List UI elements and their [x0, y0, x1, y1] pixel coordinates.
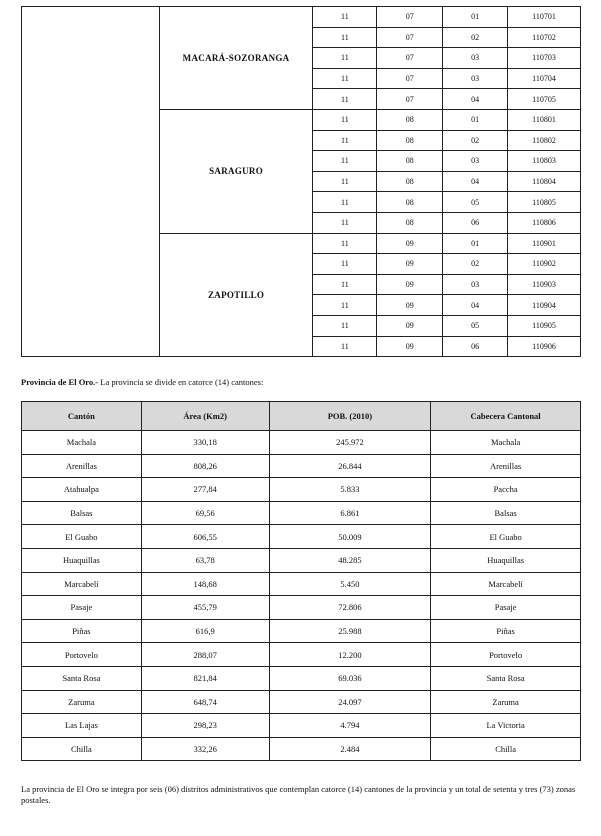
canton-cell: Atahualpa — [22, 478, 142, 502]
province-code: 11 — [313, 295, 377, 316]
canton-row — [22, 643, 581, 667]
population-cell: 12.200 — [269, 643, 431, 667]
province-code: 11 — [313, 48, 377, 69]
parish-code: 04 — [443, 89, 508, 110]
cantones-table — [21, 401, 581, 761]
canton-code: 08 — [377, 130, 443, 151]
canton-cell: Zaruma — [22, 690, 142, 714]
province-code: 11 — [313, 336, 377, 357]
parish-code: 01 — [443, 7, 508, 28]
postal-code: 110801 — [508, 109, 581, 130]
header-area: Área (Km2) — [141, 402, 269, 431]
parish-code: 03 — [443, 151, 508, 172]
postal-code: 110701 — [508, 7, 581, 28]
parish-code: 01 — [443, 233, 508, 254]
canton-row — [22, 714, 581, 738]
province-code: 11 — [313, 274, 377, 295]
province-code: 11 — [313, 151, 377, 172]
province-code: 11 — [313, 254, 377, 275]
cabecera-cell: Huaquillas — [431, 548, 581, 572]
postal-codes-body — [22, 7, 581, 357]
area-cell: 606,55 — [141, 525, 269, 549]
canton-row — [22, 690, 581, 714]
canton-cell: Piñas — [22, 619, 142, 643]
parish-code: 02 — [443, 27, 508, 48]
canton-code: 08 — [377, 171, 443, 192]
canton-code: 08 — [377, 212, 443, 233]
population-cell: 5.450 — [269, 572, 431, 596]
canton-code: 08 — [377, 192, 443, 213]
canton-cell: Balsas — [22, 501, 142, 525]
canton-row — [22, 666, 581, 690]
canton-code: 09 — [377, 274, 443, 295]
population-cell: 72.806 — [269, 596, 431, 620]
cabecera-cell: La Victoria — [431, 714, 581, 738]
cabecera-cell: Pasaje — [431, 596, 581, 620]
canton-code: 07 — [377, 27, 443, 48]
cabecera-cell: Paccha — [431, 478, 581, 502]
cabecera-cell: Santa Rosa — [431, 666, 581, 690]
canton-code: 09 — [377, 254, 443, 275]
province-code: 11 — [313, 7, 377, 28]
population-cell: 69.036 — [269, 666, 431, 690]
canton-cell: Chilla — [22, 737, 142, 761]
canton-cell: Marcabelí — [22, 572, 142, 596]
postal-code: 110906 — [508, 336, 581, 357]
postal-code: 110802 — [508, 130, 581, 151]
parish-code: 01 — [443, 109, 508, 130]
province-code: 11 — [313, 89, 377, 110]
population-cell: 4.794 — [269, 714, 431, 738]
population-cell: 25.988 — [269, 619, 431, 643]
parish-code: 06 — [443, 336, 508, 357]
cabecera-cell: Zaruma — [431, 690, 581, 714]
area-cell: 332,26 — [141, 737, 269, 761]
canton-code: 08 — [377, 151, 443, 172]
province-code: 11 — [313, 212, 377, 233]
parish-code: 03 — [443, 274, 508, 295]
province-intro-bold: Provincia de El Oro.- — [21, 377, 99, 387]
postal-code: 110904 — [508, 295, 581, 316]
parish-code: 05 — [443, 315, 508, 336]
canton-row — [22, 454, 581, 478]
postal-code: 110702 — [508, 27, 581, 48]
area-cell: 69,56 — [141, 501, 269, 525]
cabecera-cell: Marcabelí — [431, 572, 581, 596]
canton-code: 07 — [377, 89, 443, 110]
canton-cell: Las Lajas — [22, 714, 142, 738]
postal-code: 110803 — [508, 151, 581, 172]
parish-code: 02 — [443, 130, 508, 151]
province-code: 11 — [313, 315, 377, 336]
canton-row — [22, 501, 581, 525]
postal-codes-table — [21, 6, 581, 357]
area-cell: 648,74 — [141, 690, 269, 714]
area-cell: 808,26 — [141, 454, 269, 478]
area-cell: 455,79 — [141, 596, 269, 620]
cabecera-cell: El Guabo — [431, 525, 581, 549]
canton-cell: El Guabo — [22, 525, 142, 549]
cabecera-cell: Portovelo — [431, 643, 581, 667]
canton-cell: Pasaje — [22, 596, 142, 620]
cabecera-cell: Balsas — [431, 501, 581, 525]
header-cabecera: Cabecera Cantonal — [431, 402, 581, 431]
population-cell: 245.972 — [269, 431, 431, 455]
canton-name: ZAPOTILLO — [159, 233, 313, 357]
cantones-header-row — [22, 402, 581, 431]
canton-code: 08 — [377, 109, 443, 130]
canton-row — [22, 596, 581, 620]
population-cell: 50.009 — [269, 525, 431, 549]
cabecera-cell: Machala — [431, 431, 581, 455]
population-cell: 48.285 — [269, 548, 431, 572]
canton-row — [22, 478, 581, 502]
canton-row — [22, 525, 581, 549]
population-cell: 2.484 — [269, 737, 431, 761]
province-code: 11 — [313, 68, 377, 89]
canton-code: 07 — [377, 48, 443, 69]
canton-cell: Machala — [22, 431, 142, 455]
postal-code: 110902 — [508, 254, 581, 275]
canton-cell: Huaquillas — [22, 548, 142, 572]
footer-paragraph: La provincia de El Oro se integra por seis (06) distritos administrativos que contemplan catorce (14) cantones de la provincia y un total de setenta y tres (73) zonas postales. — [21, 784, 576, 805]
canton-cell: Arenillas — [22, 454, 142, 478]
area-cell: 330,18 — [141, 431, 269, 455]
province-code: 11 — [313, 192, 377, 213]
area-cell: 298,23 — [141, 714, 269, 738]
canton-code: 09 — [377, 233, 443, 254]
canton-row — [22, 572, 581, 596]
canton-code: 07 — [377, 68, 443, 89]
province-intro — [21, 377, 263, 387]
parish-code: 06 — [443, 212, 508, 233]
province-intro-text: La provincia se divide en catorce (14) cantones: — [98, 377, 264, 387]
cabecera-cell: Chilla — [431, 737, 581, 761]
canton-code: 07 — [377, 7, 443, 28]
canton-row — [22, 548, 581, 572]
province-code: 11 — [313, 233, 377, 254]
province-blank-cell — [22, 7, 160, 357]
parish-code: 02 — [443, 254, 508, 275]
canton-code: 09 — [377, 295, 443, 316]
postal-code: 110705 — [508, 89, 581, 110]
canton-row — [22, 737, 581, 761]
area-cell: 288,07 — [141, 643, 269, 667]
province-code: 11 — [313, 130, 377, 151]
header-population: POB. (2010) — [269, 402, 431, 431]
postal-code: 110804 — [508, 171, 581, 192]
area-cell: 148,68 — [141, 572, 269, 596]
cabecera-cell: Piñas — [431, 619, 581, 643]
population-cell: 5.833 — [269, 478, 431, 502]
parish-code: 04 — [443, 171, 508, 192]
header-canton: Cantón — [22, 402, 142, 431]
canton-code: 09 — [377, 336, 443, 357]
area-cell: 277,84 — [141, 478, 269, 502]
area-cell: 63,78 — [141, 548, 269, 572]
canton-name: MACARÁ-SOZORANGA — [159, 7, 313, 110]
postal-code: 110901 — [508, 233, 581, 254]
postal-code: 110905 — [508, 315, 581, 336]
postal-code: 110703 — [508, 48, 581, 69]
canton-name: SARAGURO — [159, 109, 313, 233]
cabecera-cell: Arenillas — [431, 454, 581, 478]
canton-cell: Portovelo — [22, 643, 142, 667]
province-code: 11 — [313, 109, 377, 130]
canton-row — [22, 619, 581, 643]
postal-code: 110806 — [508, 212, 581, 233]
parish-code: 05 — [443, 192, 508, 213]
cantones-body — [22, 431, 581, 761]
parish-code: 03 — [443, 68, 508, 89]
parish-code: 03 — [443, 48, 508, 69]
population-cell: 24.097 — [269, 690, 431, 714]
population-cell: 26.844 — [269, 454, 431, 478]
code-row — [22, 7, 581, 28]
parish-code: 04 — [443, 295, 508, 316]
canton-row — [22, 431, 581, 455]
area-cell: 616,9 — [141, 619, 269, 643]
postal-code: 110805 — [508, 192, 581, 213]
canton-code: 09 — [377, 315, 443, 336]
postal-code: 110903 — [508, 274, 581, 295]
canton-cell: Santa Rosa — [22, 666, 142, 690]
population-cell: 6.861 — [269, 501, 431, 525]
province-code: 11 — [313, 171, 377, 192]
area-cell: 821,84 — [141, 666, 269, 690]
postal-code: 110704 — [508, 68, 581, 89]
province-code: 11 — [313, 27, 377, 48]
